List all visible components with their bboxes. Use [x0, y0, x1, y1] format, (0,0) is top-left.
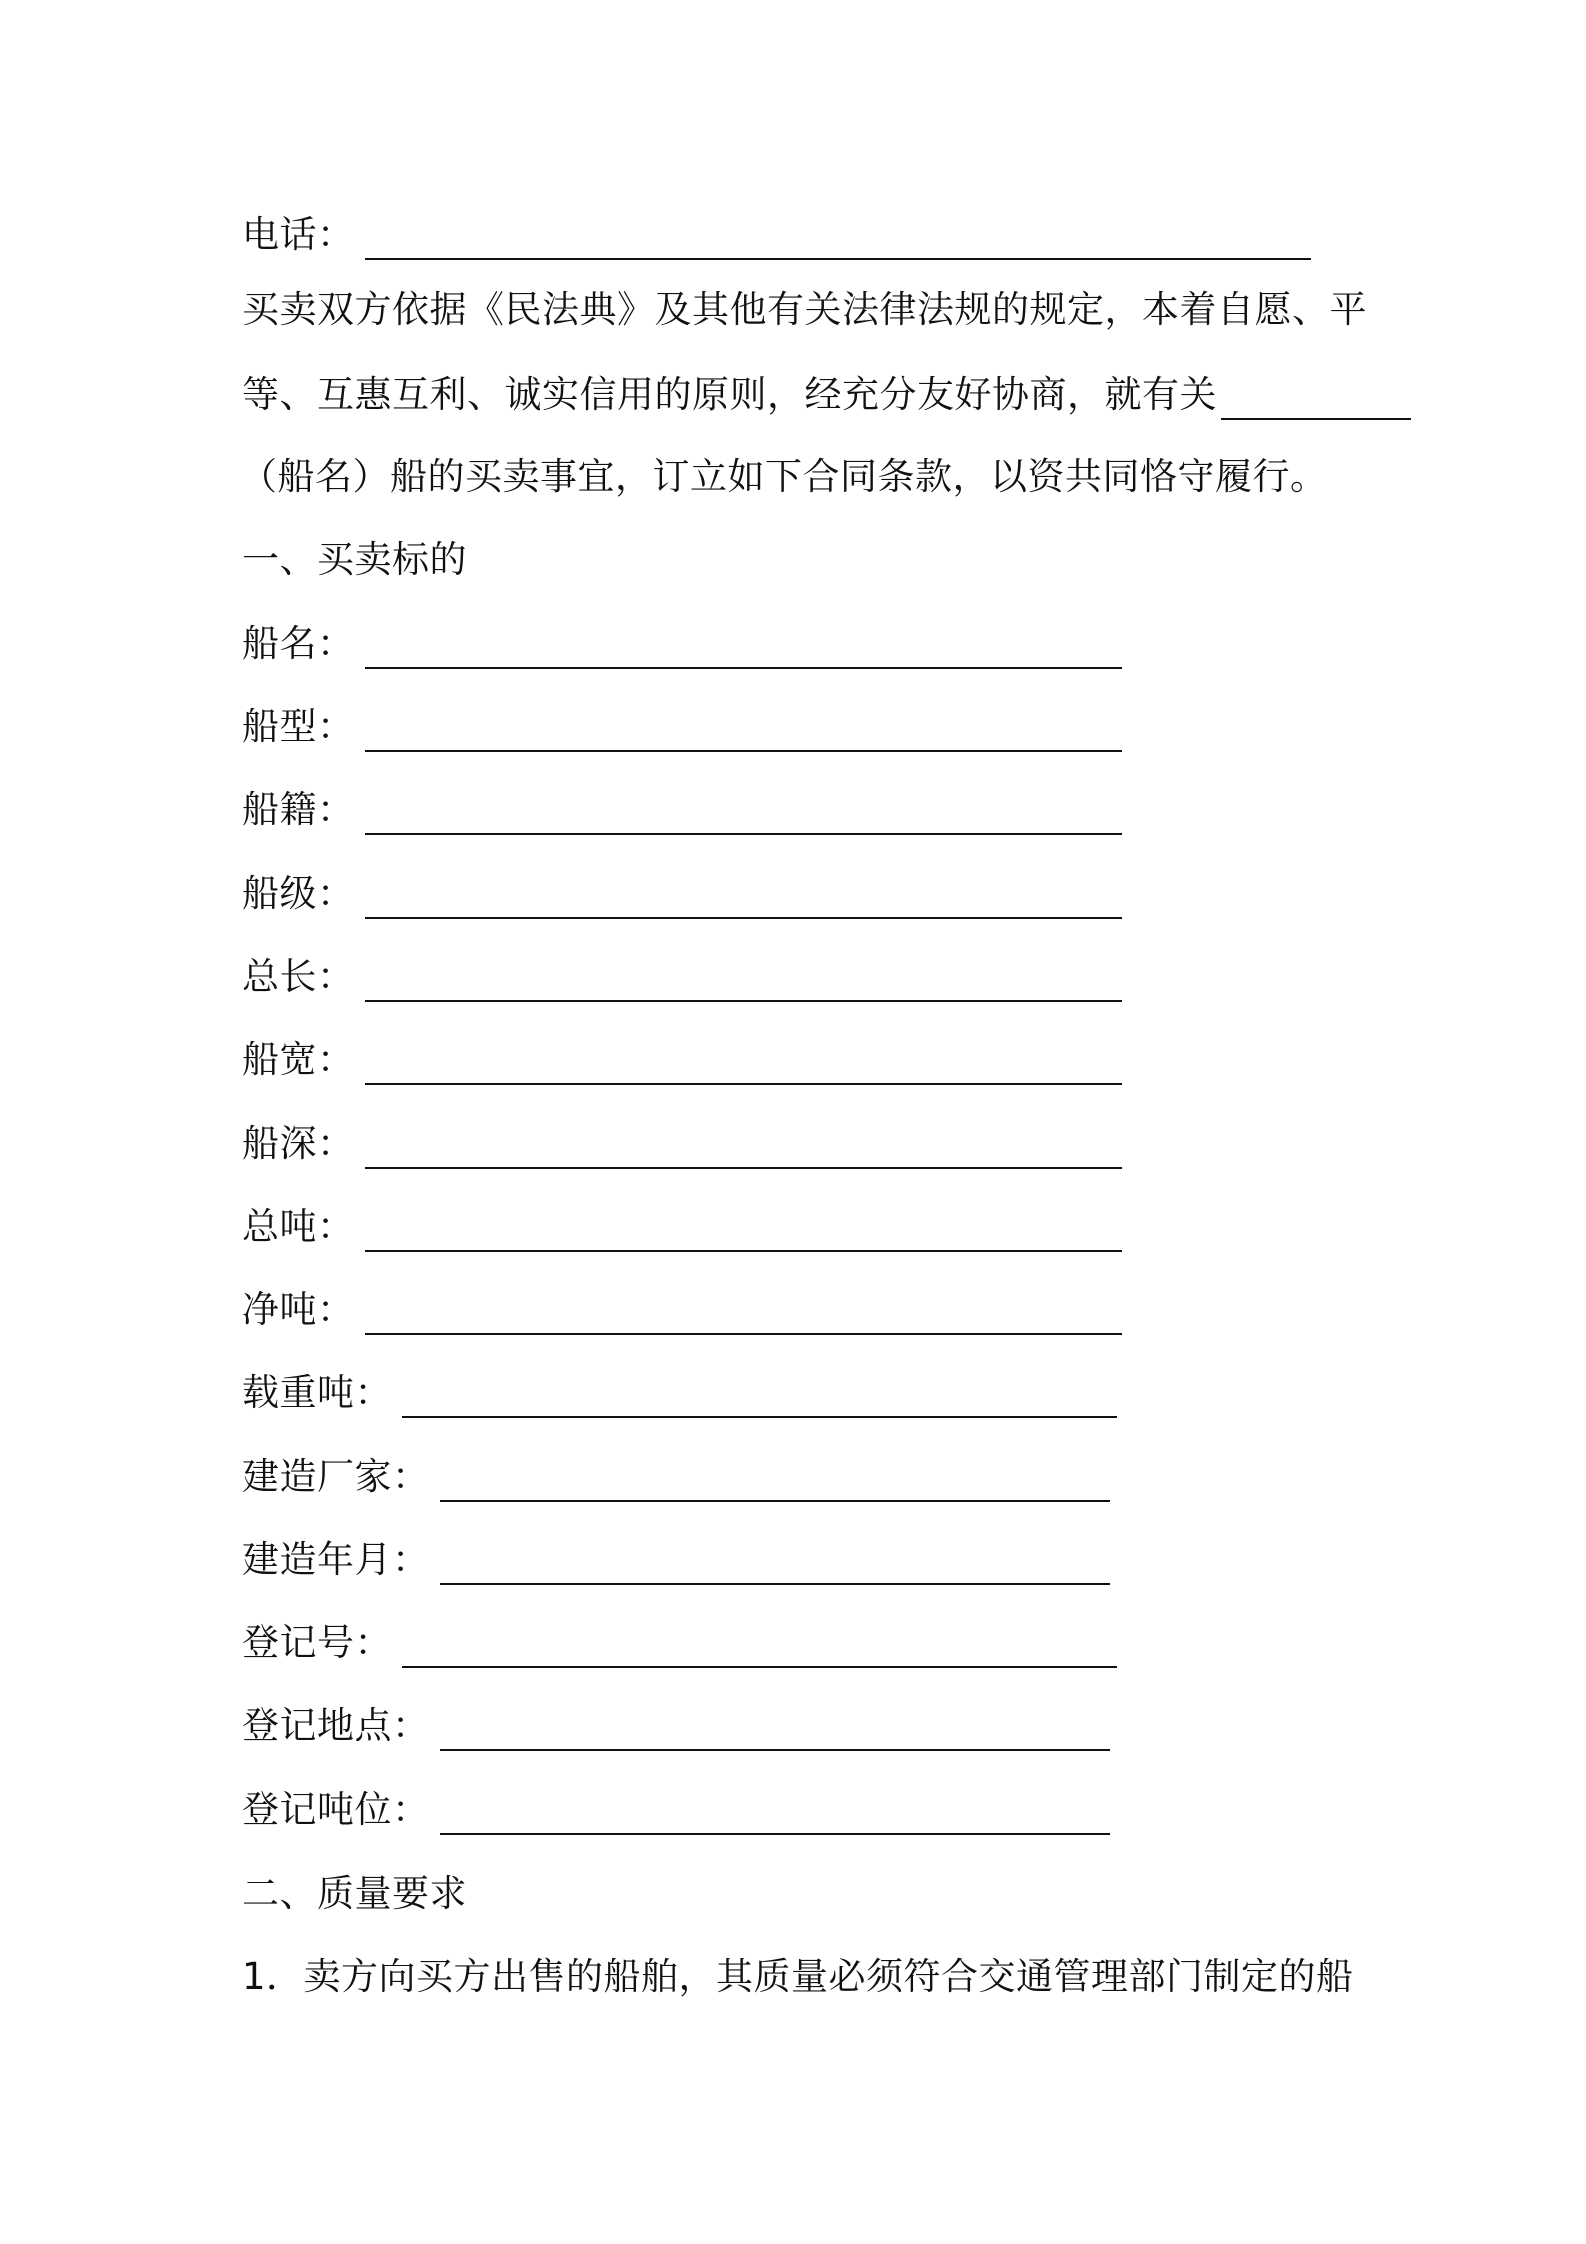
field-label: 船型：: [242, 705, 355, 748]
phone-row: [242, 210, 1311, 260]
field-label: 登记地点：: [242, 1704, 430, 1747]
field-row-builder: [242, 1452, 1110, 1502]
intro-line-2-row: [242, 370, 1411, 420]
field-blank[interactable]: [365, 879, 1122, 919]
field-label: 船名：: [242, 622, 355, 665]
field-label: 登记号：: [242, 1621, 392, 1664]
field-blank[interactable]: [365, 795, 1122, 835]
field-label: 总吨：: [242, 1205, 355, 1248]
ship-name-inline-blank[interactable]: [1221, 380, 1411, 420]
section-2-title: 二、质量要求: [242, 1872, 467, 1915]
field-row-flag: [242, 785, 1122, 835]
field-label: 船深：: [242, 1122, 355, 1165]
intro-line-3: （船名）船的买卖事宜，订立如下合同条款，以资共同恪守履行。: [240, 455, 1328, 498]
field-blank[interactable]: [365, 1295, 1122, 1335]
field-row-length: [242, 952, 1122, 1002]
field-blank[interactable]: [440, 1711, 1110, 1751]
field-label: 总长：: [242, 955, 355, 998]
field-label: 船级：: [242, 872, 355, 915]
field-row-breadth: [242, 1035, 1122, 1085]
field-blank[interactable]: [365, 712, 1122, 752]
section-1-title: 一、买卖标的: [242, 538, 467, 581]
field-label: 船籍：: [242, 788, 355, 831]
field-label: 建造厂家：: [242, 1455, 430, 1498]
field-blank[interactable]: [365, 1129, 1122, 1169]
intro-line-2: 等、互惠互利、诚实信用的原则，经充分友好协商，就有关: [242, 373, 1217, 416]
field-row-net-tonnage: [242, 1285, 1122, 1335]
field-label: 载重吨：: [242, 1371, 392, 1414]
field-row-ship-type: [242, 702, 1122, 752]
field-label: 登记吨位：: [242, 1788, 430, 1831]
field-row-class: [242, 869, 1122, 919]
field-blank[interactable]: [402, 1378, 1117, 1418]
field-label: 净吨：: [242, 1288, 355, 1331]
field-row-registry-tonnage: [242, 1785, 1110, 1835]
field-row-deadweight: [242, 1368, 1117, 1418]
field-label: 船宽：: [242, 1038, 355, 1081]
field-label: 建造年月：: [242, 1538, 430, 1581]
field-blank[interactable]: [365, 1212, 1122, 1252]
field-blank[interactable]: [440, 1462, 1110, 1502]
field-blank[interactable]: [365, 629, 1122, 669]
field-row-gross-tonnage: [242, 1202, 1122, 1252]
field-row-ship-name: [242, 619, 1122, 669]
field-blank[interactable]: [440, 1545, 1110, 1585]
field-row-registry-number: [242, 1618, 1117, 1668]
field-blank[interactable]: [365, 1045, 1122, 1085]
field-blank[interactable]: [365, 962, 1122, 1002]
field-blank[interactable]: [440, 1795, 1110, 1835]
section-2-item-1: 1．卖方向买方出售的船舶，其质量必须符合交通管理部门制定的船: [242, 1955, 1354, 1998]
phone-label: 电话：: [242, 213, 355, 256]
field-row-depth: [242, 1119, 1122, 1169]
phone-blank[interactable]: [365, 220, 1311, 260]
field-row-registry-place: [242, 1701, 1110, 1751]
field-row-build-date: [242, 1535, 1110, 1585]
intro-line-1: 买卖双方依据《民法典》及其他有关法律法规的规定，本着自愿、平: [242, 288, 1367, 331]
field-blank[interactable]: [402, 1628, 1117, 1668]
